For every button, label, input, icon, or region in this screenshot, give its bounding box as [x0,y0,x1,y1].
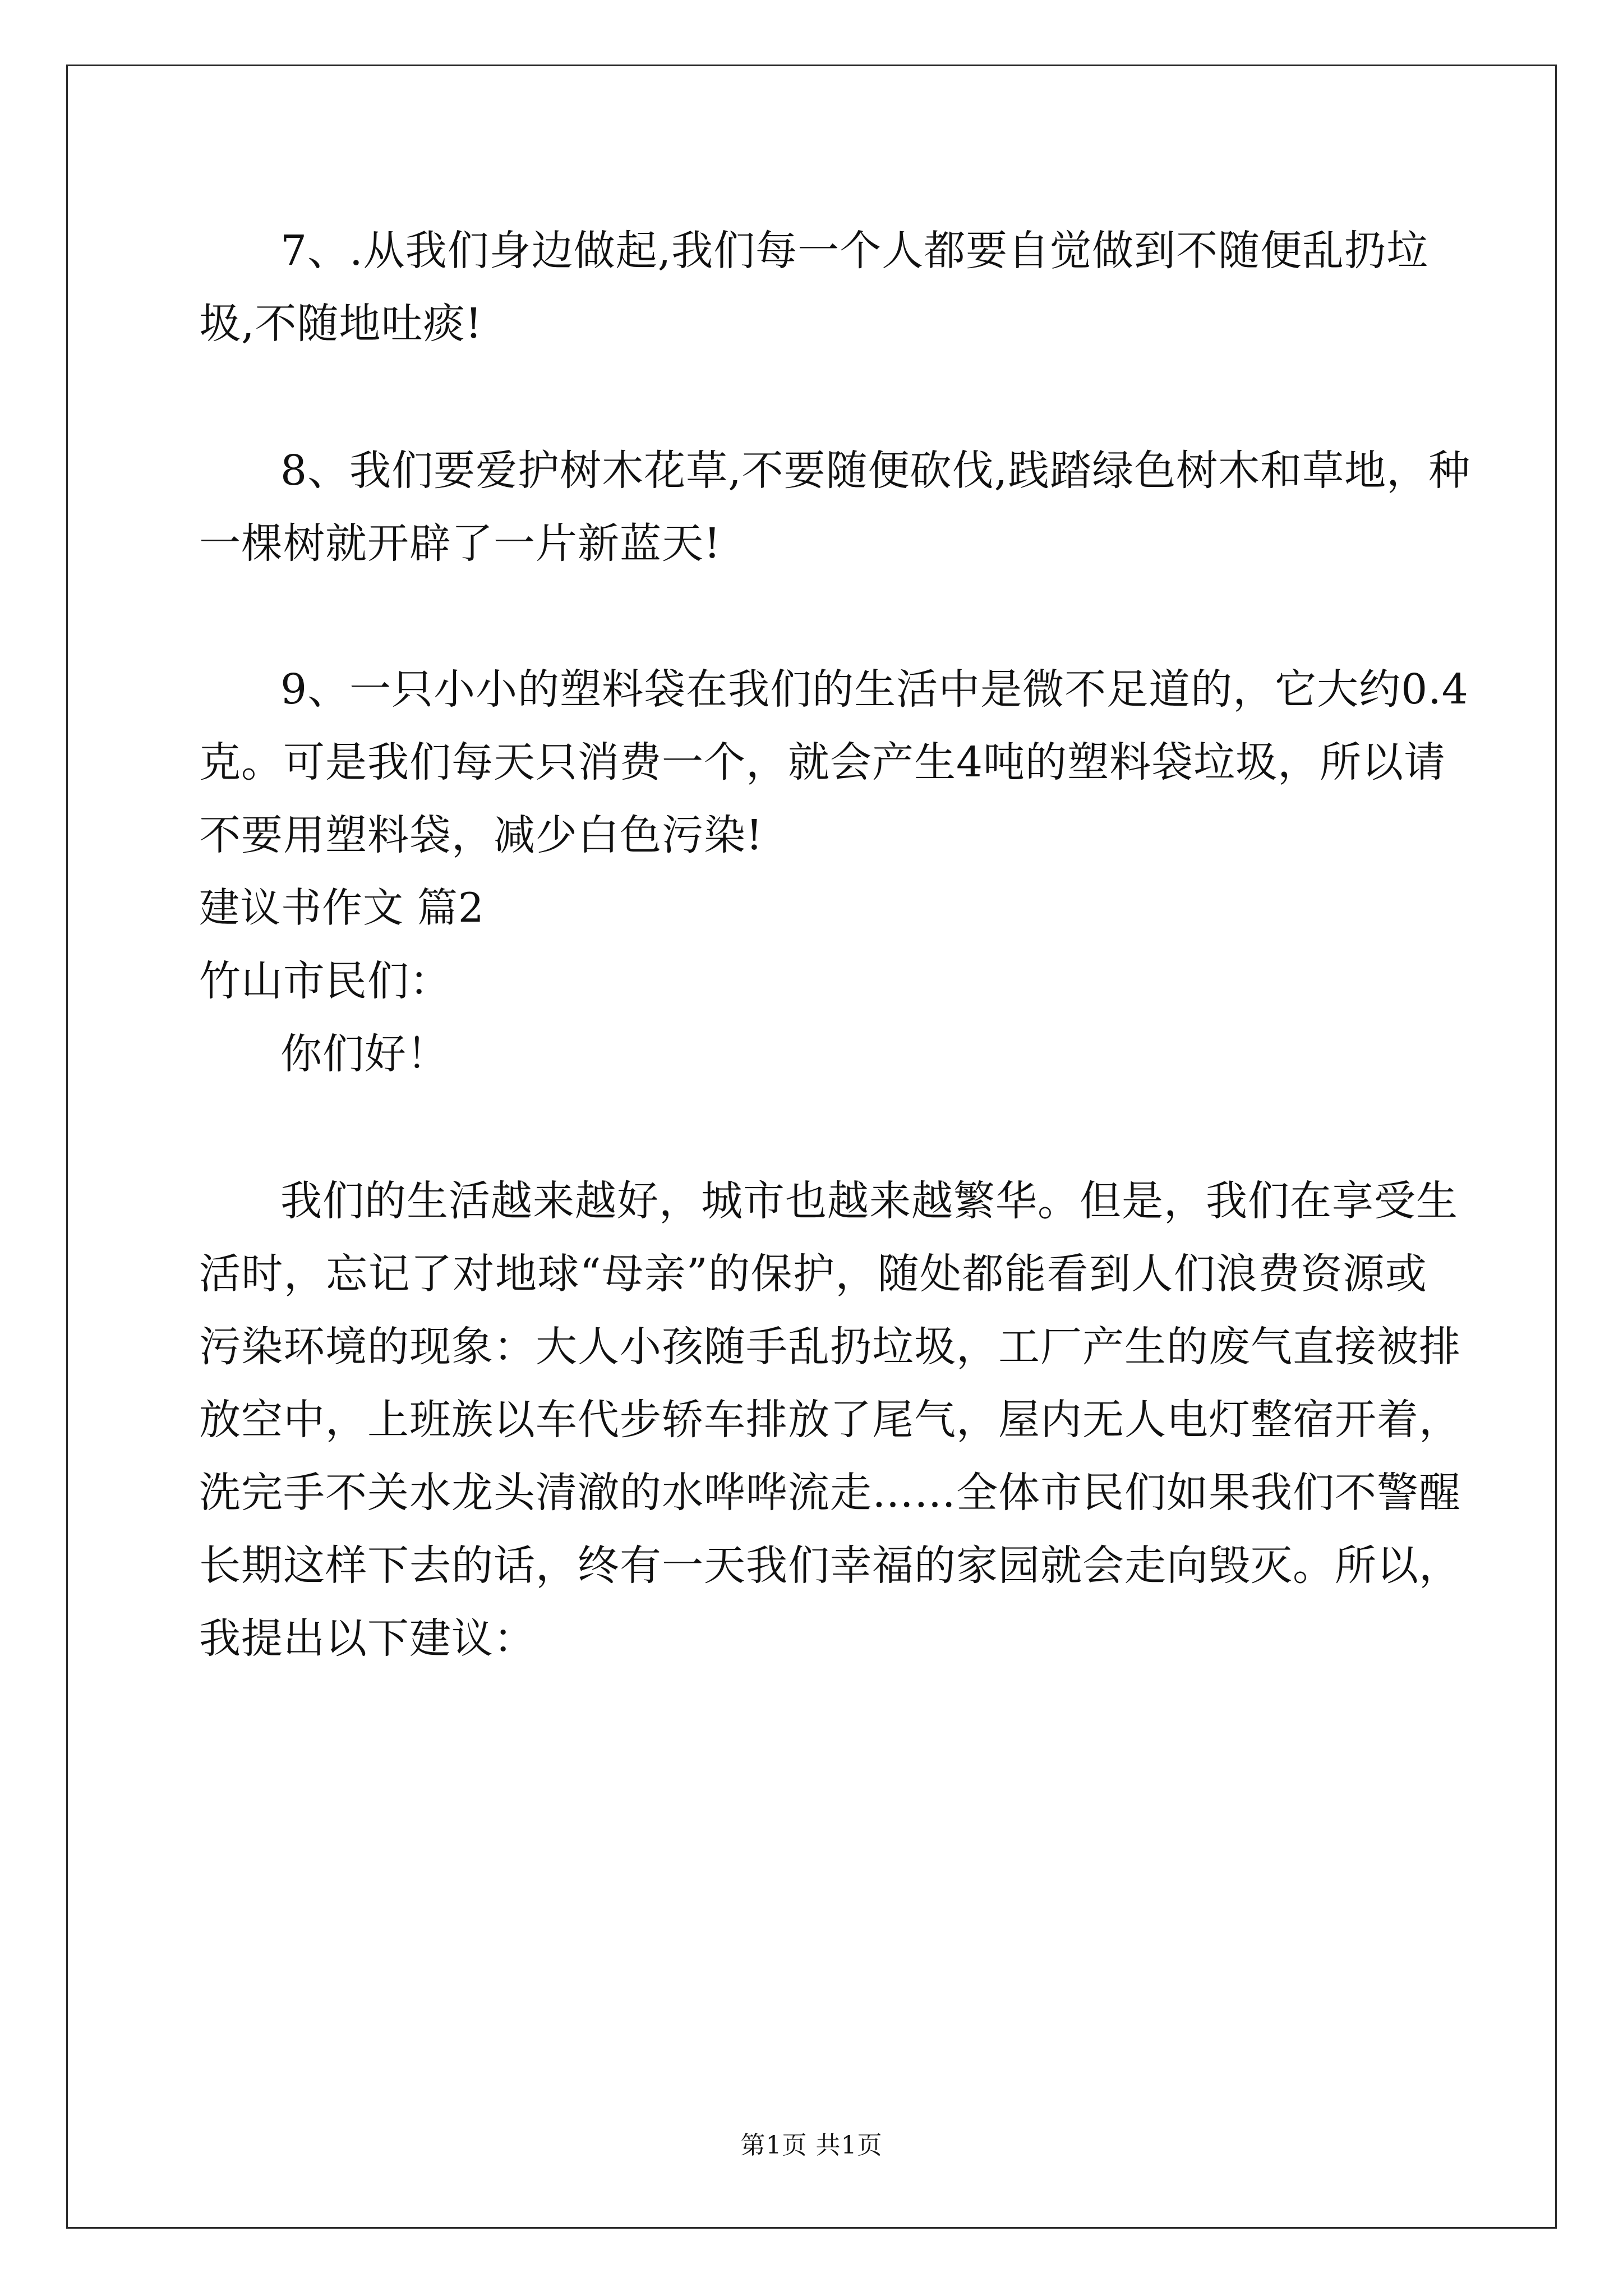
paragraph-8-line-2: 一棵树就开辟了一片新蓝天! [199,519,721,568]
section-heading: 建议书作文 篇2 [199,884,485,931]
paragraph-7-line-2: 圾,不随地吐痰! [199,300,483,348]
paragraph-9-line-3: 不要用塑料袋，减少白色污染! [199,811,763,859]
page-footer: 第1页 共1页 [740,2131,883,2160]
body-line-2: 活 时 ， 忘 记 了 对 地 球 “ 母 亲 ” 的 保 护 ， 随 处 都 能 看 到 人 们 浪 费 资 源 或 [199,1250,1427,1298]
paragraph-7-line-1: 7 、 . 从 我 们 身 边 做 起 , 我 们 每 一 个 人 都 要 自 觉 做 到 不 随 便 乱 扔 垃 [280,227,1429,275]
paragraph-8-line-1: 8 、 我 们 要 爱 护 树 木 花 草 , 不 要 随 便 砍 伐 , 践 踏 绿 色 树 木 和 草 地 ， 种 [280,447,1471,495]
body-line-7: 我提出以下建议： [199,1614,536,1663]
body-line-4: 放 空 中 ， 上 班 族 以 车 代 步 轿 车 排 放 了 尾 气 ， 屋 内 无 人 电 灯 整 宿 开 着 ， [199,1396,1461,1444]
salutation: 竹山市民们： [199,957,451,1005]
greeting: 你们好！ [280,1030,449,1078]
body-line-5: 洗 完 手 不 关 水 龙 头 清 澈 的 水 哗 哗 流 走 … … 全 体 市 民 们 如 果 我 们 不 警 醒 [199,1469,1461,1517]
body-line-1: 我 们 的 生 活 越 来 越 好 ， 城 市 也 越 来 越 繁 华 。 但 是 ， 我 们 在 享 受 生 [280,1177,1458,1225]
page-border [66,65,1557,2229]
paragraph-9-line-2: 克 。 可 是 我 们 每 天 只 消 费 一 个 ， 就 会 产 生 4 吨 的 塑 料 袋 垃 圾 ， 所 以 请 [199,738,1446,786]
paragraph-9-line-1: 9 、 一 只 小 小 的 塑 料 袋 在 我 们 的 生 活 中 是 微 不 足 道 的 ， 它 大 约 0 . 4 [280,665,1469,714]
body-line-3: 污 染 环 境 的 现 象 ： 大 人 小 孩 随 手 乱 扔 垃 圾 ， 工 厂 产 生 的 废 气 直 接 被 排 [199,1323,1461,1371]
body-line-6: 长 期 这 样 下 去 的 话 ， 终 有 一 天 我 们 幸 福 的 家 园 就 会 走 向 毁 灭 。 所 以 ， [199,1542,1461,1590]
